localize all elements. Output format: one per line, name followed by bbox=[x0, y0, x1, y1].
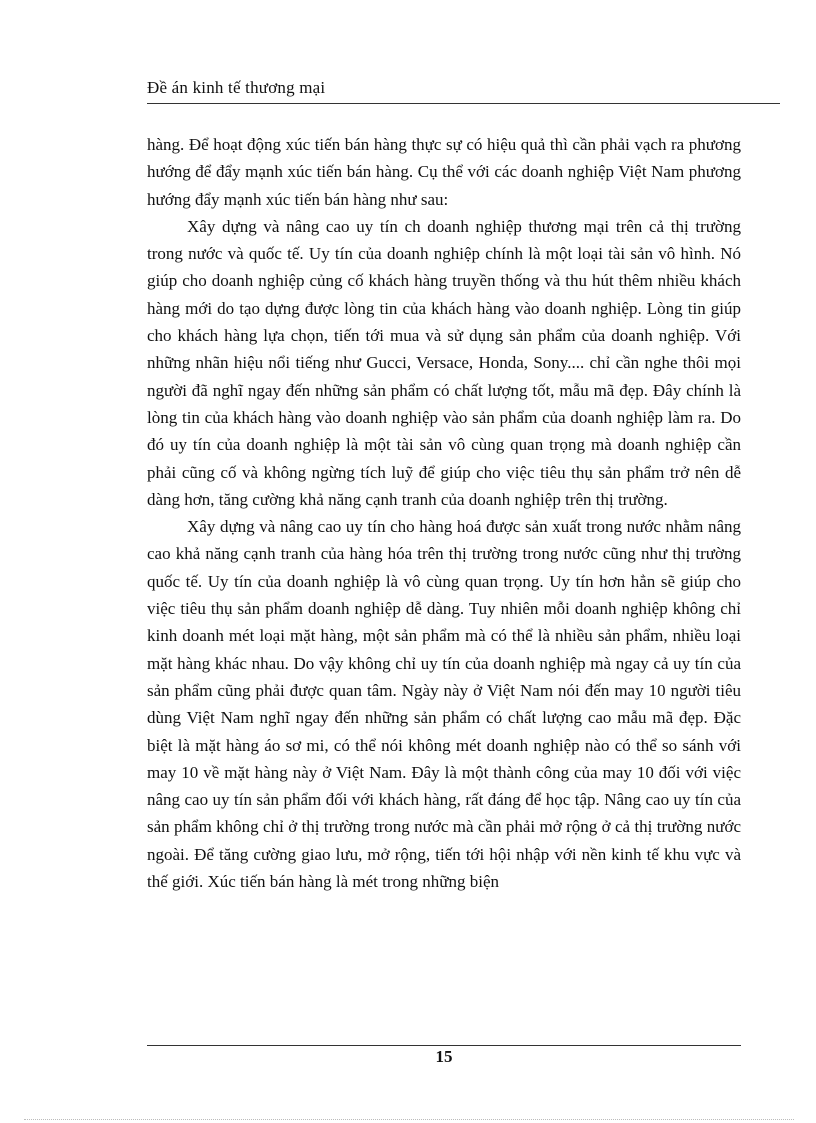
paragraph-continuation: hàng. Để hoạt động xúc tiến bán hàng thực sự có hiệu quả thì cần phải vạch ra phương hướng để đẩy mạnh xúc tiến bán hàng. Cụ thể với các doanh nghiệp Việt Nam phương hướng đẩy mạnh xúc tiến bán hàng như sau: bbox=[147, 135, 741, 209]
document-body bbox=[147, 131, 741, 895]
page-edge-dotted-line bbox=[24, 1119, 794, 1120]
page-number: 15 bbox=[435, 1047, 453, 1066]
header-divider bbox=[147, 103, 780, 104]
page-header-title: Đề án kinh tế thương mại bbox=[147, 78, 326, 97]
footer-divider bbox=[147, 1045, 741, 1046]
paragraph-business-reputation: Xây dựng và nâng cao uy tín ch doanh nghiệp thương mại trên cả thị trường trong nước và quốc tế. Uy tín của doanh nghiệp chính là một loại tài sản vô hình. Nó giúp cho doanh nghiệp củng cố khách hàng truyền thống và thu hút thêm nhiều khách hàng mới do tạo dựng được lòng tin của khách hàng vào doanh nghiệp. Lòng tin giúp cho khách hàng lựa chọn, tiến tới mua và sử dụng sản phẩm của doanh nghiệp. Với những nhãn hiệu nổi tiếng như Gucci, Versace, Honda, Sony.... chỉ cần nghe thôi mọi người đã nghĩ ngay đến những sản phẩm có chất lượng tốt, mẫu mã đẹp. Đây chính là lòng tin của khách hàng vào doanh nghiệp vào sản phẩm của doanh nghiệp làm ra. Do đó uy tín của doanh nghiệp là một tài sản vô cùng quan trọng mà doanh nghiệp cần phải cũng cố và không ngừng tích luỹ để giúp cho việc tiêu thụ sản phẩm trở nên dễ dàng hơn, tăng cường khả năng cạnh tranh của doanh nghiệp trên thị trường. bbox=[147, 216, 741, 509]
paragraph-product-reputation: Xây dựng và nâng cao uy tín cho hàng hoá được sản xuất trong nước nhằm nâng cao khả năng cạnh tranh của hàng hóa trên thị trường trong nước cũng như thị trường quốc tế. Uy tín của doanh nghiệp là vô cùng quan trọng. Uy tín hơn hẳn sẽ giúp cho việc tiêu thụ sản phẩm doanh nghiệp dễ dàng. Tuy nhiên mỗi doanh nghiệp không chỉ kinh doanh mét loại mặt hàng, một sản phẩm mà có thể là nhiều sản phẩm, nhiều loại mặt hàng khác nhau. Do vậy không chỉ uy tín của doanh nghiệp mà ngay cả uy tín của sản phẩm cũng phải được quan tâm. Ngày này ở Việt Nam nói đến may 10 người tiêu dùng Việt Nam nghĩ ngay đến những sản phẩm có chất lượng cao mẫu mã đẹp. Đặc biệt là mặt hàng áo sơ mi, có thể nói không mét doanh nghiệp nào có thể so sánh với may 10 về mặt hàng này ở Việt Nam. Đây là một thành công của may 10 đối với việc nâng cao uy tín sản phẩm đối với khách hàng, rất đáng để học tập. Nâng cao uy tín của sản phẩm không chỉ ở thị trường trong nước mà cần phải mở rộng ở cả thị trường nước ngoài. Để tăng cường giao lưu, mở rộng, tiến tới hội nhập với nền kinh tế khu vực và thế giới. Xúc tiến bán hàng là mét trong những biện bbox=[147, 517, 741, 892]
